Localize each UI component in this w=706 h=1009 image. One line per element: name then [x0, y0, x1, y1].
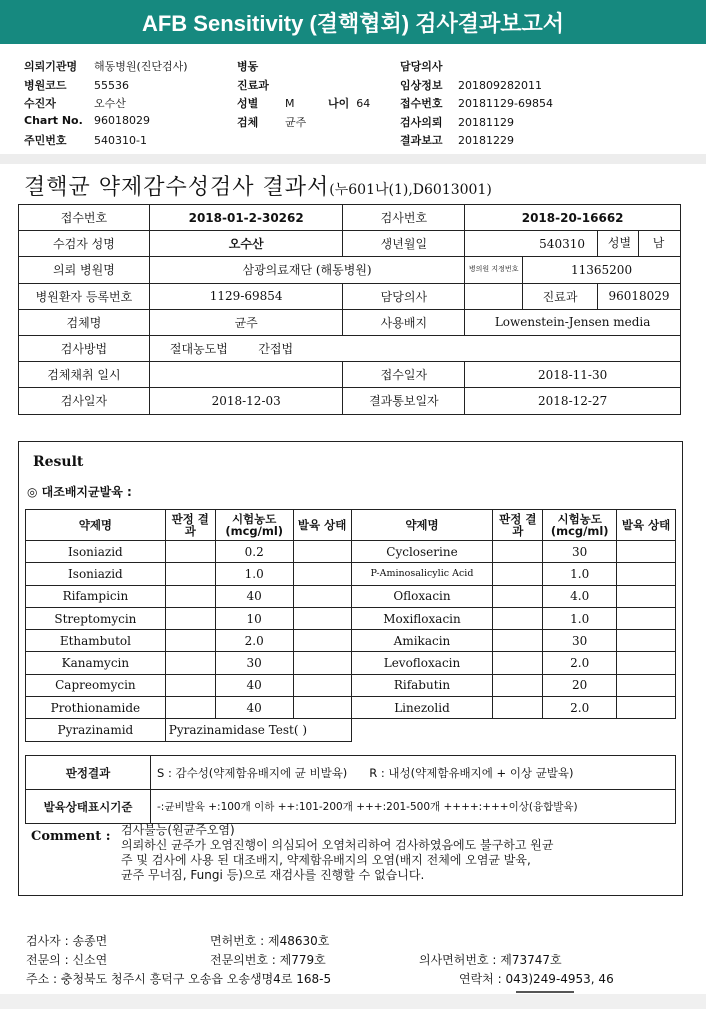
- method-blank: [465, 335, 681, 361]
- table-row: [26, 585, 676, 607]
- judgement-text: [151, 756, 676, 790]
- drug-name: Ethambutol: [26, 630, 166, 652]
- col-growth: 발육 상태: [293, 510, 351, 541]
- collect-label: 검체채취 일시: [19, 362, 150, 388]
- header-field-label: 주민번호: [24, 134, 67, 147]
- age-label: 나이: [328, 97, 350, 110]
- drug-name: Prothionamide: [26, 697, 166, 719]
- comment-line: 주 및 검사에 사용 된 대조배지, 약제함유배지의 오염(배지 전체에 오염균 발육,: [121, 853, 531, 867]
- contact: 연락처 : 043)249-4953, 46: [459, 972, 614, 986]
- header-field: [400, 58, 458, 74]
- growth-cell: [293, 697, 351, 719]
- header-field: [237, 95, 295, 111]
- header-field-label: 의뢰기관명: [24, 60, 78, 73]
- dept: 96018029: [597, 283, 680, 309]
- drug-name: P-Aminosalicylic Acid: [351, 563, 493, 585]
- drug-name: Isoniazid: [26, 563, 166, 585]
- judgement-cell: [493, 541, 543, 563]
- growth-cell: [293, 607, 351, 629]
- concentration: 30: [215, 652, 293, 674]
- info-row: [19, 309, 681, 335]
- header-field-value: 균주: [285, 115, 307, 129]
- hospital-code-label: 병의원 지정번호: [465, 257, 523, 283]
- drug-name: Rifabutin: [351, 674, 493, 696]
- header-field-label: 진료과: [237, 78, 269, 92]
- header-field: [24, 95, 126, 111]
- judgement-cell: [165, 541, 215, 563]
- drug-name: Capreomycin: [26, 674, 166, 696]
- specialist: 전문의 : 신소연: [26, 953, 108, 967]
- judgement-cell: [493, 563, 543, 585]
- address: 주소 : 충청북도 청주시 흥덕구 오송읍 오송생명4로 168-5: [26, 972, 332, 986]
- reception-no: 2018-01-2-30262: [149, 205, 343, 231]
- report-title: AFB Sensitivity (결핵협회) 검사결과보고서: [0, 0, 706, 44]
- growth-cell: [617, 697, 676, 719]
- document-title-text: 결핵균 약제감수성검사 결과서: [24, 175, 330, 200]
- header-field-label: 접수번호: [400, 97, 443, 110]
- growth-cell: [293, 585, 351, 607]
- header-field: [237, 58, 285, 74]
- method-label: 검사방법: [19, 335, 150, 361]
- concentration: 0.2: [215, 541, 293, 563]
- pyrazinamid: Pyrazinamid: [26, 719, 166, 741]
- col-growth: 발육 상태: [617, 510, 676, 541]
- stamp-mark: [516, 991, 574, 1001]
- concentration: 1.0: [543, 563, 617, 585]
- col-drug: 약제명: [351, 510, 493, 541]
- test-date-label: 검사일자: [19, 388, 150, 414]
- specialist-no: 전문의번호 : 제779호: [210, 953, 326, 967]
- concentration: 20: [543, 674, 617, 696]
- comment-line: 균주 무너짐, Fungi 등)으로 재검사를 진행할 수 없습니다.: [121, 868, 425, 882]
- header-field: [237, 77, 285, 93]
- concentration: 40: [215, 697, 293, 719]
- test-date: 2018-12-03: [149, 388, 343, 414]
- patient-info-table: [18, 204, 681, 415]
- header-field-value: 오수산: [94, 97, 126, 110]
- table-row: [26, 719, 676, 741]
- growth-cell: [293, 541, 351, 563]
- blank-cell: [351, 719, 675, 741]
- notify: 2018-12-27: [465, 388, 681, 414]
- drug-name: Rifampicin: [26, 585, 166, 607]
- legend-row: [26, 790, 676, 824]
- sex-label: 성별: [600, 231, 639, 256]
- drug-table-header: [26, 510, 676, 541]
- drug-name: Kanamycin: [26, 652, 166, 674]
- birth-label: 생년월일: [343, 231, 465, 257]
- patient-name: 오수산: [149, 231, 343, 257]
- birth: 540310: [465, 231, 598, 257]
- header-field-value: 해동병원(진단검사): [94, 60, 188, 73]
- header-field-value: 201809282011: [458, 78, 542, 92]
- legend-table: [25, 755, 676, 824]
- drug-name: Linezolid: [351, 697, 493, 719]
- header-field-value: 540310-1: [94, 134, 147, 147]
- header-field: [400, 114, 514, 130]
- col-judgement: 판정 결과: [165, 510, 215, 541]
- pyrazinamidase-test: Pyrazinamidase Test( ): [165, 719, 351, 741]
- medium: Lowenstein-Jensen media: [465, 309, 681, 335]
- concentration: 2.0: [543, 652, 617, 674]
- result-section: [18, 441, 683, 896]
- growth-criteria-label: 발육상태표시기준: [26, 790, 151, 824]
- header-field-label: 수진자: [24, 97, 56, 110]
- judgement-cell: [165, 652, 215, 674]
- col-concentration: 시험농도 (mcg/ml): [215, 510, 293, 541]
- age-field: [328, 95, 370, 111]
- legend-row: [26, 756, 676, 790]
- concentration: 40: [215, 674, 293, 696]
- result-label: Result: [33, 454, 84, 470]
- method: [149, 335, 464, 361]
- drug-name: Cycloserine: [351, 541, 493, 563]
- header-field: [24, 58, 188, 74]
- concentration: 1.0: [215, 563, 293, 585]
- header-field: [237, 114, 306, 130]
- reception-no-label: 접수번호: [19, 205, 150, 231]
- table-row: [26, 697, 676, 719]
- header-field-label: 병원코드: [24, 78, 67, 92]
- header-field-label: 결과보고: [400, 134, 443, 147]
- receipt: 2018-11-30: [465, 362, 681, 388]
- info-row: [19, 362, 681, 388]
- header-field-value: 55536: [94, 78, 129, 92]
- drug-name: Ofloxacin: [351, 585, 493, 607]
- header-field-value: M: [285, 97, 295, 110]
- header-field-label: 임상정보: [400, 78, 443, 92]
- judgement-s: S : 감수성(약제함유배지에 균 비발육): [157, 765, 348, 780]
- info-row: [19, 205, 681, 231]
- col-judgement: 판정 결과: [493, 510, 543, 541]
- bottom-band: [0, 994, 706, 1009]
- judgement-cell: [165, 697, 215, 719]
- doctor: [465, 283, 523, 309]
- document-title: [24, 170, 492, 201]
- test-no-label: 검사번호: [343, 205, 465, 231]
- sex: 남: [652, 236, 665, 251]
- drug-table: [25, 509, 676, 742]
- header-field-label: 검사의뢰: [400, 115, 443, 129]
- drug-name: Streptomycin: [26, 607, 166, 629]
- header-field: [24, 114, 150, 127]
- info-row: [19, 388, 681, 414]
- table-row: [26, 674, 676, 696]
- header-field: [24, 77, 129, 93]
- judgement-cell: [165, 630, 215, 652]
- drug-name: Levofloxacin: [351, 652, 493, 674]
- collect: [149, 362, 343, 388]
- header-field: [400, 132, 514, 148]
- tester: 검사자 : 송종면: [26, 934, 108, 948]
- concentration: 1.0: [543, 607, 617, 629]
- col-concentration: 시험농도 (mcg/ml): [543, 510, 617, 541]
- document-code: (누601나(1),D6013001): [329, 182, 492, 198]
- header-field-label: Chart No.: [24, 113, 83, 127]
- concentration: 4.0: [543, 585, 617, 607]
- doctor-license: 의사면허번호 : 제73747호: [419, 953, 562, 967]
- growth-cell: [293, 674, 351, 696]
- growth-cell: [617, 630, 676, 652]
- concentration: 30: [543, 541, 617, 563]
- medium-label: 사용배지: [343, 309, 465, 335]
- header-field: [400, 77, 542, 93]
- method-1: 절대농도법: [169, 342, 228, 357]
- info-row: [19, 283, 681, 309]
- judgement-cell: [165, 607, 215, 629]
- header-field-value: 20181129-69854: [458, 97, 553, 110]
- judgement-cell: [493, 652, 543, 674]
- growth-cell: [617, 585, 676, 607]
- table-row: [26, 607, 676, 629]
- col-drug: 약제명: [26, 510, 166, 541]
- table-row: [26, 630, 676, 652]
- judgement-cell: [165, 674, 215, 696]
- hospital-code: 11365200: [523, 257, 681, 283]
- comment-text: [121, 823, 667, 883]
- comment-line: 검사불능(원균주오염): [121, 823, 235, 837]
- growth-criteria-text: -:균비발육 +:100개 이하 ++:101-200개 +++:201-500개 ++++:+++이상(융합발육): [151, 790, 676, 824]
- growth-cell: [617, 563, 676, 585]
- header-field-value: 96018029: [94, 113, 150, 127]
- sex-cell: [597, 231, 680, 257]
- age-value: 64: [356, 97, 371, 110]
- growth-cell: [617, 674, 676, 696]
- judgement-cell: [165, 585, 215, 607]
- judgement-cell: [493, 697, 543, 719]
- concentration: 40: [215, 585, 293, 607]
- specimen: 균주: [149, 309, 343, 335]
- reg-no: 1129-69854: [149, 283, 343, 309]
- growth-cell: [617, 652, 676, 674]
- concentration: 30: [543, 630, 617, 652]
- header-field-label: 병동: [237, 60, 259, 73]
- judgement-label: 판정결과: [26, 756, 151, 790]
- judgement-r: R : 내성(약제함유배지에 + 이상 균발육): [369, 765, 574, 780]
- growth-cell: [617, 541, 676, 563]
- hospital-label: 의뢰 병원명: [19, 257, 150, 283]
- growth-cell: [293, 563, 351, 585]
- judgement-cell: [493, 607, 543, 629]
- concentration: 2.0: [215, 630, 293, 652]
- header-separator: [0, 154, 706, 164]
- patient-name-label: 수검자 성명: [19, 231, 150, 257]
- growth-cell: [617, 607, 676, 629]
- growth-cell: [293, 652, 351, 674]
- drug-name: Isoniazid: [26, 541, 166, 563]
- header-field-label: 담당의사: [400, 60, 443, 73]
- table-row: [26, 563, 676, 585]
- receipt-label: 접수일자: [343, 362, 465, 388]
- doctor-label: 담당의사: [343, 283, 465, 309]
- info-row: [19, 231, 681, 257]
- control-growth-label: ◎ 대조배지균발육 :: [27, 485, 132, 499]
- comment-line: 의뢰하신 균주가 오염진행이 의심되어 오염처리하여 검사하였음에도 불구하고 원균: [121, 838, 554, 852]
- notify-label: 결과통보일자: [343, 388, 465, 414]
- judgement-cell: [493, 630, 543, 652]
- comment-label: Comment :: [31, 829, 111, 844]
- concentration: 2.0: [543, 697, 617, 719]
- table-row: [26, 541, 676, 563]
- judgement-cell: [493, 674, 543, 696]
- judgement-cell: [493, 585, 543, 607]
- header-field-label: 검체: [237, 115, 259, 129]
- concentration: 10: [215, 607, 293, 629]
- drug-name: Amikacin: [351, 630, 493, 652]
- header-field-label: 성별: [237, 97, 259, 110]
- header-field: [24, 132, 147, 148]
- info-row: [19, 257, 681, 283]
- method-2: 간접법: [258, 342, 294, 357]
- growth-cell: [293, 630, 351, 652]
- test-no: 2018-20-16662: [465, 205, 681, 231]
- tester-license: 면허번호 : 제48630호: [210, 934, 330, 948]
- drug-name: Moxifloxacin: [351, 607, 493, 629]
- info-row: [19, 335, 681, 361]
- table-row: [26, 652, 676, 674]
- header-field-value: 20181129: [458, 115, 514, 129]
- hospital: 삼광의료재단 (해동병원): [149, 257, 464, 283]
- header-field-value: 20181229: [458, 134, 514, 147]
- reg-no-label: 병원환자 등록번호: [19, 283, 150, 309]
- judgement-cell: [165, 563, 215, 585]
- dept-label: 진료과: [523, 283, 598, 309]
- header-field: [400, 95, 553, 111]
- specimen-label: 검체명: [19, 309, 150, 335]
